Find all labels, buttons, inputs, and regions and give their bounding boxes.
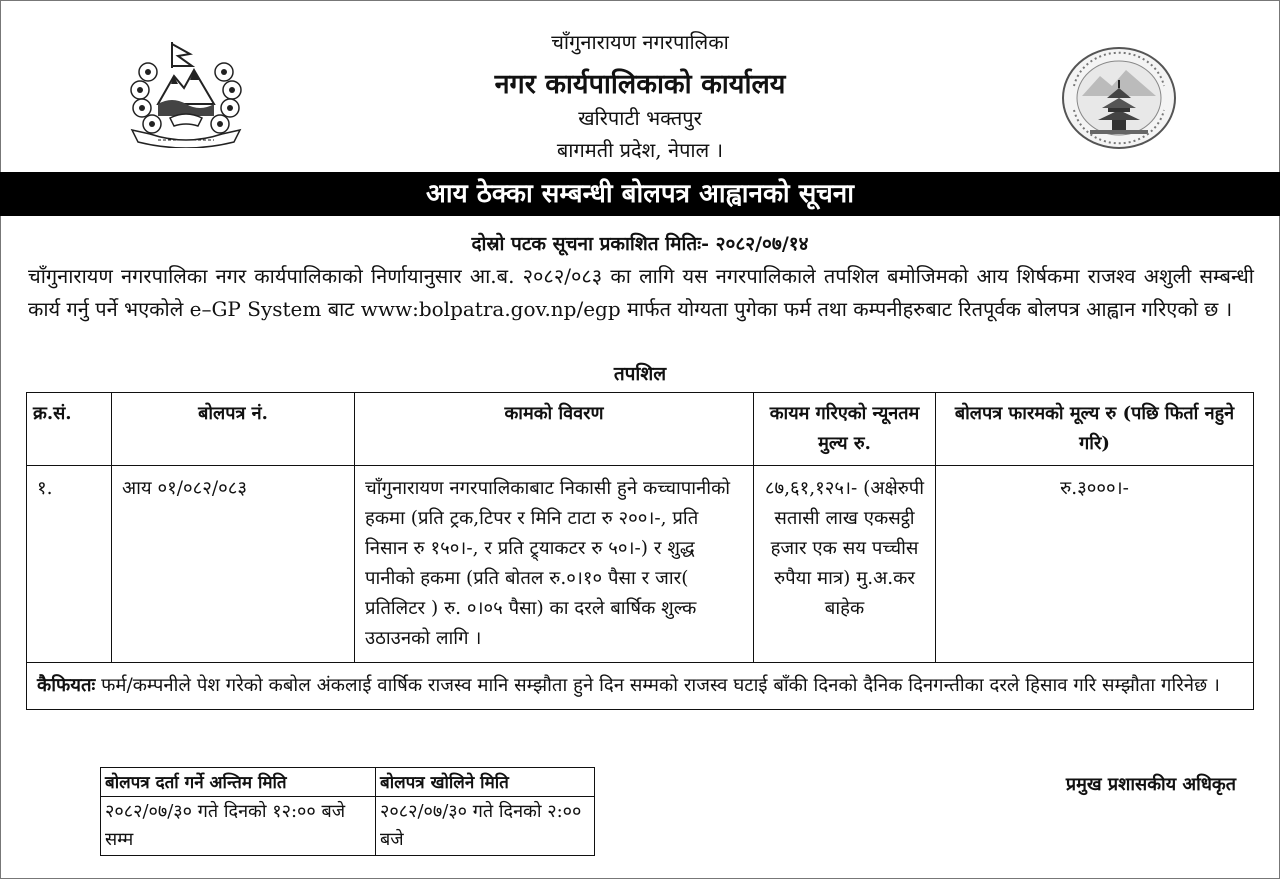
municipality-name: चाँगुनारायण नगरपालिका <box>551 30 729 54</box>
remark-text: फर्म/कम्पनीले पेश गरेको कबोल अंकलाई वार्षिक राजस्व मानि सम्झौता हुने दिन सम्मको राजस्व घटाई बाँकी दिनको दैनिक दिनगन्तीका दरले हिसाव गरि सम्झौता गरिनेछ । <box>95 675 1220 696</box>
dates-header-row <box>101 768 595 797</box>
remark-cell <box>27 663 1254 710</box>
header-form-fee: बोलपत्र फारमको मूल्य रु (पछि फिर्ता नहुने गरि) <box>936 393 1254 466</box>
bid-table <box>26 392 1254 710</box>
table-row <box>27 466 1254 663</box>
submission-deadline: २०८२/०७/३० गते दिनको १२:०० बजे सम्म <box>101 797 376 856</box>
header-bid-no: बोलपत्र नं. <box>112 393 355 466</box>
cell-bid-no: आय ०१/०८२/०८३ <box>112 466 355 663</box>
header-sn: क्र.सं. <box>27 393 112 466</box>
details-heading: तपशिल <box>613 363 667 385</box>
header-description: कामको विवरण <box>355 393 754 466</box>
header-opening-date: बोलपत्र खोलिने मिति <box>376 768 595 797</box>
office-address: खरिपाटी भक्तपुर <box>578 106 702 130</box>
dates-value-row <box>101 797 595 856</box>
header-submission-deadline: बोलपत्र दर्ता गर्ने अन्तिम मिति <box>101 768 376 797</box>
notice-title: आय ठेक्का सम्बन्धी बोलपत्र आह्वानको सूचना <box>0 172 1280 216</box>
cell-min-value: ८७,६१,१२५।- (अक्षेरुपी सतासी लाख एकसट्ठी हजार एक सय पच्चीस रुपैया मात्र) मु.अ.कर बाहेक <box>754 466 936 663</box>
remark-row <box>27 663 1254 710</box>
cell-description: चाँगुनारायण नगरपालिकाबाट निकासी हुने कच्चापानीको हकमा (प्रति ट्रक,टिपर र मिनि टाटा रु २००।-, प्रति निसान रु १५०।-, र प्रति ट्र्याकटर रु ५०।-) र शुद्ध पानीको हकमा (प्रति बोतल रु.०।१० पैसा र जार( प्रतिलिटर ) रु. ०।०५ पैसा) का दरले बार्षिक शुल्क उठाउनको लागि । <box>355 466 754 663</box>
remark-label: कैफियतः <box>37 675 96 696</box>
office-name: नगर कार्यपालिकाको कार्यालय <box>494 69 786 100</box>
province-name: बागमती प्रदेश, नेपाल । <box>556 138 724 162</box>
opening-date: २०८२/०७/३० गते दिनको २:०० बजे <box>376 797 595 856</box>
republish-date: दोस्रो पटक सूचना प्रकाशित मितिः- २०८२/०७/१४ <box>471 233 809 255</box>
cell-form-fee: रु.३०००।- <box>936 466 1254 663</box>
cell-sn: १. <box>27 466 112 663</box>
dates-table <box>100 767 595 856</box>
signatory-title: प्रमुख प्रशासकीय अधिकृत <box>1065 774 1236 795</box>
header-min-value: कायम गरिएको न्यूनतम मुल्य रु. <box>754 393 936 466</box>
notice-intro: चाँगुनारायण नगरपालिका नगर कार्यपालिकाको निर्णायानुसार आ.ब. २०८२/०८३ का लागि यस नगरपालिकाले तपशिल बमोजिमको आय शिर्षकमा राजश्व अशुली सम्बन्धी कार्य गर्नु पर्ने भएकोले e–GP System बाट www:bolpatra.gov.np/egp मार्फत योग्यता पुगेका फर्म तथा कम्पनीहरुबाट रितपूर्वक बोलपत्र आह्वान गरिएको छ । <box>28 264 1254 321</box>
table-header-row <box>27 393 1254 466</box>
